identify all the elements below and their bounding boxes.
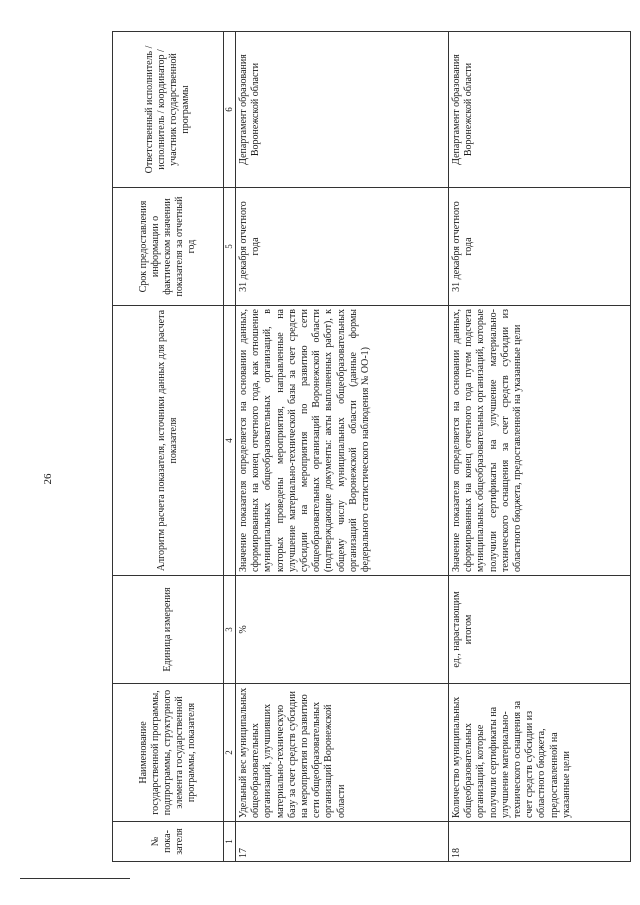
footnote-separator — [20, 878, 130, 879]
header-number: № пока-зателя — [113, 822, 224, 862]
column-number: 4 — [224, 306, 236, 576]
table-header-row — [113, 32, 224, 862]
indicator-table — [112, 31, 631, 862]
page-number: 26 — [42, 473, 54, 485]
calculation-algorithm: Значение показателя определяется на основании данных, сформированных на конец отчетного года, как отношение муниципальных общеобразовательных организаций, в которых проведены мероприятия, направленные на улучшение материально-технической базы за счет средств субсидии на мероприятия по развитию сети общеобразовательных организаций Воронежской области (подтверждающие документы: акты выполненных работ), к общему числу муниципальных общеобразовательных организаций Воронежской области (данные формы федерального статистического наблюдения № ОО-1) — [236, 306, 449, 576]
column-number: 1 — [224, 822, 236, 862]
row-number: 17 — [236, 822, 449, 862]
calculation-algorithm: Значение показателя определяется на основании данных, сформированных на конец отчетного года путем подсчета муниципальных общеобразовательных организаций, которые получили сертификаты на улучшение материально-технического оснащения за счет средств субсидии из областного бюджета, предоставленной на указанные цели — [449, 306, 631, 576]
unit-of-measure: % — [236, 576, 449, 684]
indicator-table-rotated — [112, 32, 632, 862]
table-row — [449, 32, 631, 862]
responsible-executor: Департамент образования Воронежской области — [236, 32, 449, 188]
table-row — [236, 32, 449, 862]
column-number: 3 — [224, 576, 236, 684]
header-unit: Единица измерения — [113, 576, 224, 684]
responsible-executor: Департамент образования Воронежской области — [449, 32, 631, 188]
indicator-table-area — [112, 32, 632, 862]
column-number: 2 — [224, 684, 236, 822]
indicator-name: Удельный вес муниципальных общеобразовательных организаций, улучшивших материально-техническую базу за счет средств субсидии на мероприятия по развитию сети общеобразовательных организаций Воронежской области — [236, 684, 449, 822]
column-number: 6 — [224, 32, 236, 188]
reporting-deadline: 31 декабря отчетного года — [236, 188, 449, 306]
unit-of-measure: ед., нарастающим итогом — [449, 576, 631, 684]
header-algorithm: Алгоритм расчета показателя, источники данных для расчета показателя — [113, 306, 224, 576]
indicator-name: Количество муниципальных общеобразовательных организаций, которые получили сертификаты на улучшение материально-технического оснащения за счет средств субсидии из областного бюджета, предоставленной на указанные цели — [449, 684, 631, 822]
row-number: 18 — [449, 822, 631, 862]
column-number: 5 — [224, 188, 236, 306]
header-executor: Ответственный исполнитель / исполнитель / координатор / участник государственной программы — [113, 32, 224, 188]
header-name: Наименование государственной программы, подпрограммы, структурного элемента государственной программы, показателя — [113, 684, 224, 822]
header-deadline: Срок предоставления информации о фактическом значении показателя за отчетный год — [113, 188, 224, 306]
column-number-row — [224, 32, 236, 862]
reporting-deadline: 31 декабря отчетного года — [449, 188, 631, 306]
